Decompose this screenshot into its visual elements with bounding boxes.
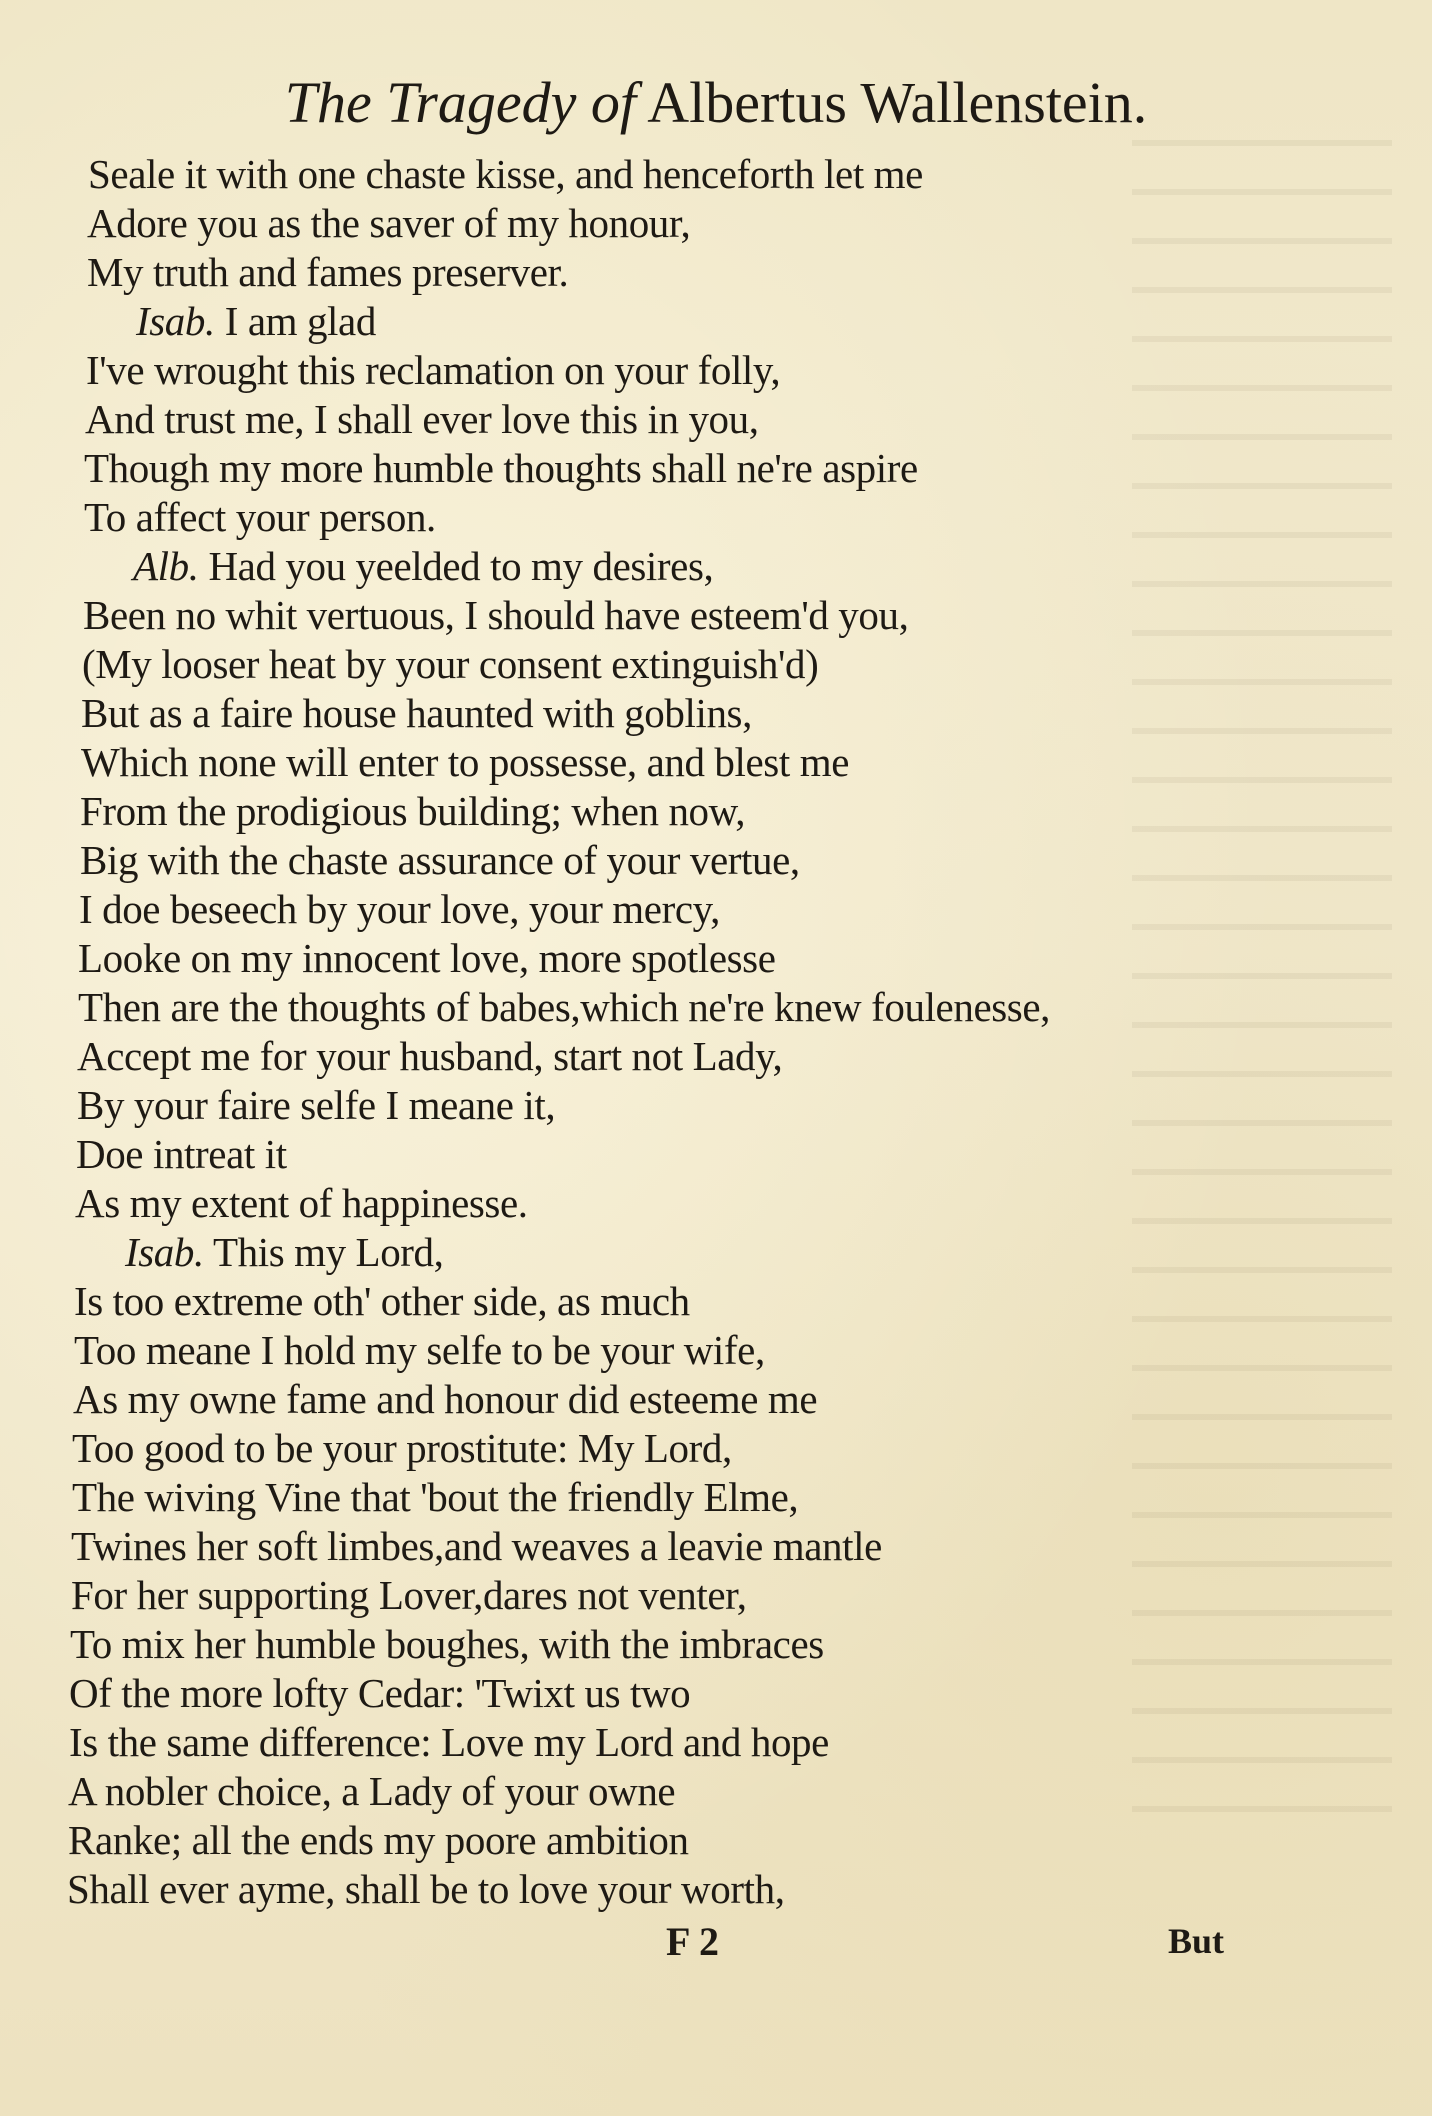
line-text: Shall ever ayme, shall be to love your worth, <box>67 1866 785 1912</box>
verse-line <box>78 983 1050 1032</box>
verse-line <box>87 199 690 248</box>
line-text: Doe intreat it <box>76 1131 287 1177</box>
verse-line <box>84 493 436 542</box>
verse-line <box>77 1081 555 1130</box>
running-header <box>0 58 1432 148</box>
verse-line <box>86 346 780 395</box>
verse-line <box>67 1865 785 1914</box>
verse-line <box>78 934 776 983</box>
line-text: Adore you as the saver of my honour, <box>87 200 691 246</box>
show-through-text <box>1132 140 1392 1840</box>
speech-line-with-speaker <box>136 297 376 346</box>
verse-line <box>68 1816 689 1865</box>
header-title-roman: Albertus Wallenstein. <box>635 70 1148 135</box>
verse-line <box>81 689 752 738</box>
signature-mark: F 2 <box>666 1919 719 1964</box>
verse-line <box>87 248 568 297</box>
line-text: To mix her humble boughes, with the imbraces <box>70 1621 824 1667</box>
verse-line <box>83 591 908 640</box>
speech-line-with-speaker <box>125 1228 444 1277</box>
speech-line-with-speaker <box>133 542 713 591</box>
line-text: I am glad <box>224 298 376 344</box>
line-text: As my extent of happinesse. <box>75 1180 528 1226</box>
line-text: For her supporting Lover,dares not venter, <box>71 1572 747 1618</box>
verse-line <box>69 1718 829 1767</box>
verse-line <box>75 1179 528 1228</box>
verse-line <box>71 1571 747 1620</box>
speaker-name: Isab. <box>136 298 215 344</box>
line-text: Which none will enter to possesse, and blest me <box>81 739 849 785</box>
speaker-name: Isab. <box>125 1229 204 1275</box>
line-text: Of the more lofty Cedar: 'Twixt us two <box>69 1670 691 1716</box>
line-text: The wiving Vine that 'bout the friendly Elme, <box>72 1474 799 1520</box>
line-text: To affect your person. <box>84 494 436 540</box>
line-text: Then are the thoughts of babes,which ne're knew foulenesse, <box>78 984 1051 1030</box>
line-text: Big with the chaste assurance of your vertue, <box>80 837 800 883</box>
line-text: This my Lord, <box>212 1229 444 1275</box>
verse-line <box>79 885 720 934</box>
line-text: Accept me for your husband, start not Lady, <box>77 1033 783 1079</box>
verse-line <box>84 444 918 493</box>
line-text: Ranke; all the ends my poore ambition <box>68 1817 689 1863</box>
line-text: And trust me, I shall ever love this in you, <box>85 396 759 442</box>
line-text: I've wrought this reclamation on your folly, <box>86 347 781 393</box>
verse-line <box>88 150 923 199</box>
catchword: But <box>1168 1921 1225 1961</box>
speaker-name: Alb. <box>133 543 199 589</box>
line-text: I doe beseech by your love, your mercy, <box>79 886 720 932</box>
verse-line <box>82 640 818 689</box>
verse-line <box>69 1669 690 1718</box>
line-text: (My looser heat by your consent extinguish'd) <box>82 641 819 687</box>
verse-line <box>80 836 800 885</box>
line-text: But as a faire house haunted with goblins, <box>81 690 752 736</box>
verse-line <box>81 738 849 787</box>
line-text: Though my more humble thoughts shall ne're aspire <box>84 445 918 491</box>
line-text: As my owne fame and honour did esteeme me <box>73 1376 818 1422</box>
line-text: My truth and fames preserver. <box>87 249 569 295</box>
verse-line <box>77 1032 782 1081</box>
line-text: Too meane I hold my selfe to be your wife, <box>74 1327 765 1373</box>
header-title-italic: The Tragedy of <box>284 70 636 135</box>
verse-line <box>73 1375 817 1424</box>
verse-line <box>70 1620 824 1669</box>
verse-line <box>76 1130 287 1179</box>
verse-line <box>74 1277 690 1326</box>
verse-line <box>72 1473 798 1522</box>
verse-line <box>85 395 759 444</box>
line-text: Seale it with one chaste kisse, and henceforth let me <box>88 151 923 197</box>
line-text: Twines her soft limbes,and weaves a leavie mantle <box>71 1523 882 1569</box>
verse-line <box>72 1424 732 1473</box>
line-text: Been no whit vertuous, I should have esteem'd you, <box>83 592 909 638</box>
line-text: From the prodigious building; when now, <box>80 788 746 834</box>
verse-line <box>71 1522 882 1571</box>
verse-line <box>68 1767 675 1816</box>
line-text: Too good to be your prostitute: My Lord, <box>72 1425 732 1471</box>
line-text: Is too extreme oth' other side, as much <box>74 1278 690 1324</box>
verse-line <box>80 787 745 836</box>
line-text: Had you yeelded to my desires, <box>208 543 714 589</box>
line-text: By your faire selfe I meane it, <box>77 1082 556 1128</box>
verse-line <box>74 1326 765 1375</box>
line-text: Looke on my innocent love, more spotlesse <box>78 935 776 981</box>
line-text: A nobler choice, a Lady of your owne <box>68 1768 676 1814</box>
line-text: Is the same difference: Love my Lord and hope <box>69 1719 829 1765</box>
